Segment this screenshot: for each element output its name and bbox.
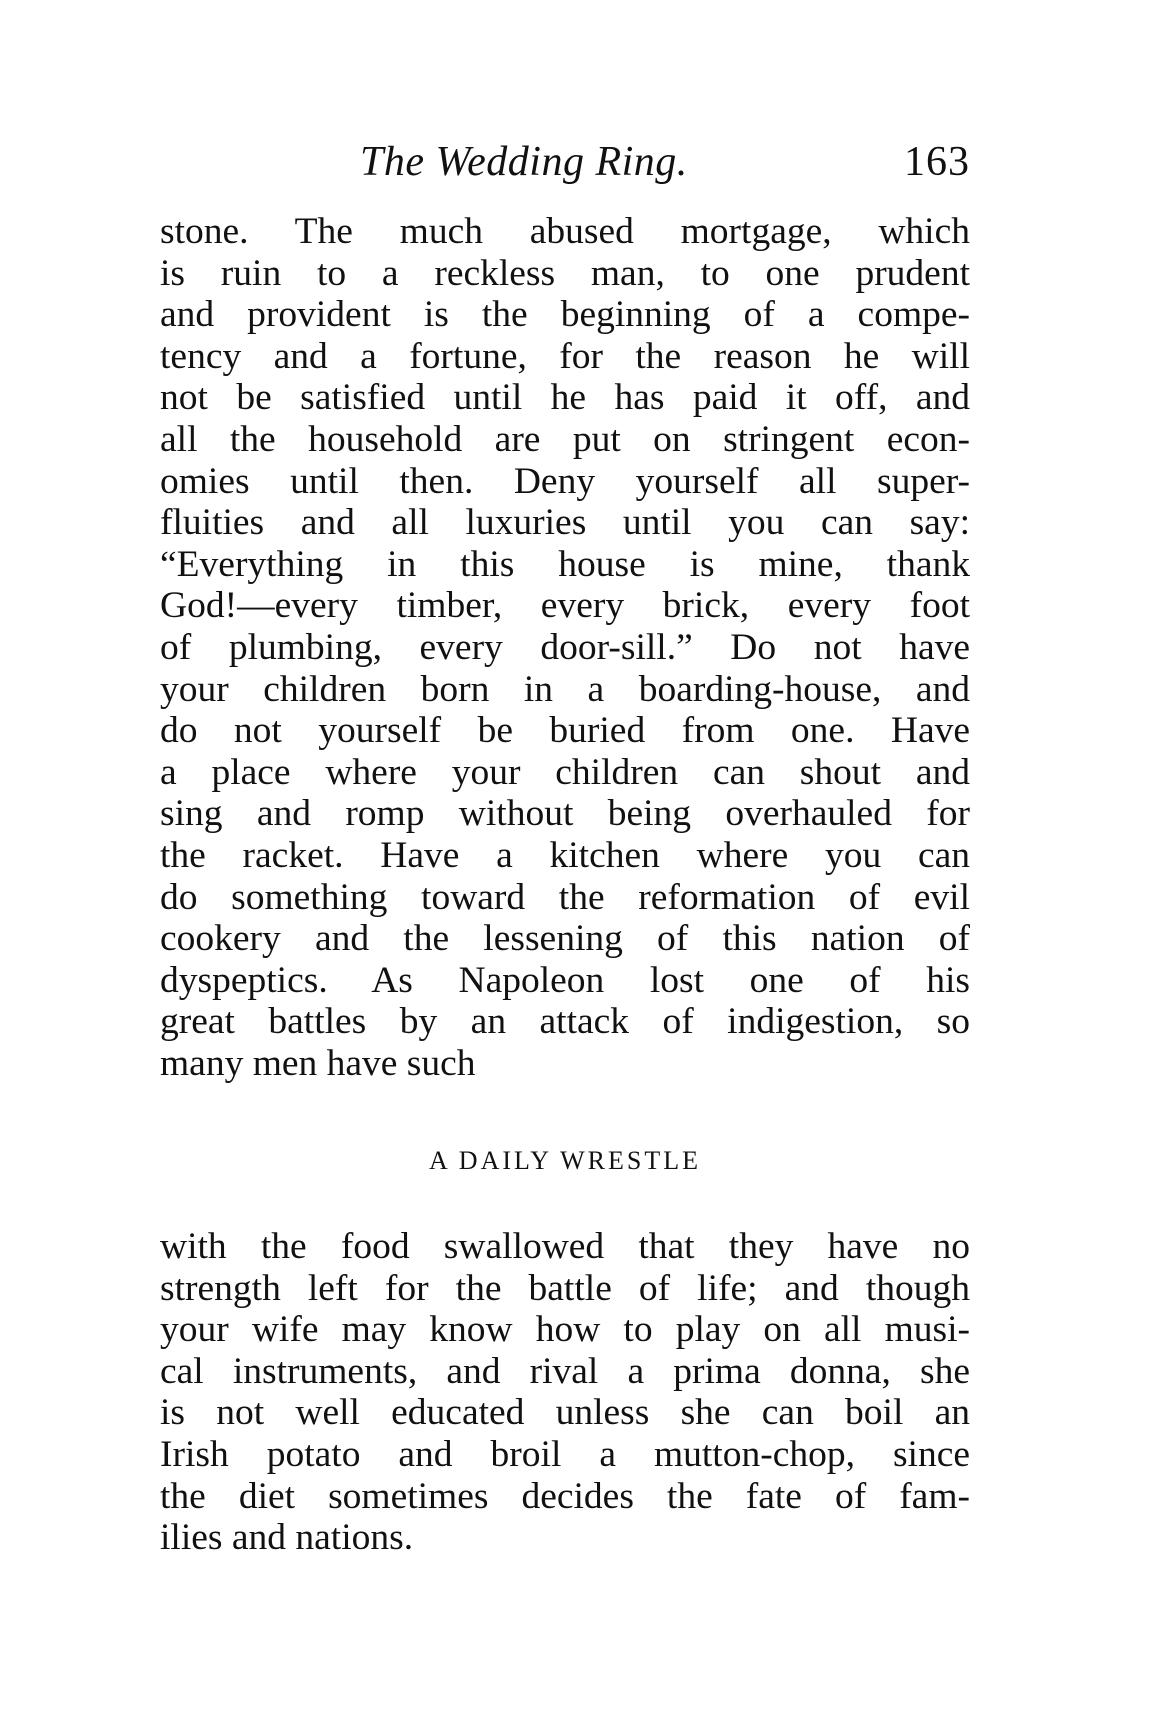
text-line: God!—every timber, every brick, every foot bbox=[160, 585, 970, 627]
text-line: not be satisfied until he has paid it off, and bbox=[160, 377, 970, 419]
text-line: with the food swallowed that they have no bbox=[160, 1226, 970, 1267]
text-line: sing and romp without being overhauled for bbox=[160, 793, 970, 835]
text-line: of plumbing, every door-sill.” Do not have bbox=[160, 626, 970, 668]
page-number: 163 bbox=[904, 139, 970, 185]
running-title: The Wedding Ring. bbox=[360, 139, 688, 185]
text-line: and provident is the beginning of a compe- bbox=[160, 294, 970, 336]
text-line: stone. The much abused mortgage, which bbox=[160, 211, 970, 252]
text-line: is ruin to a reckless man, to one prudent bbox=[160, 252, 970, 294]
text-line: many men have such bbox=[160, 1042, 476, 1084]
text-line: your children born in a boarding-house, and bbox=[160, 668, 970, 710]
text-line: Irish potato and broil a mutton-chop, since bbox=[160, 1433, 970, 1475]
text-line: omies until then. Deny yourself all super- bbox=[160, 460, 970, 502]
text-line: all the household are put on stringent econ- bbox=[160, 418, 970, 460]
text-line: your wife may know how to play on all musi- bbox=[160, 1309, 970, 1351]
text-line: do something toward the reformation of evil bbox=[160, 876, 970, 918]
text-line: “Everything in this house is mine, thank bbox=[160, 543, 970, 585]
text-line: a place where your children can shout and bbox=[160, 751, 970, 793]
text-line: do not yourself be buried from one. Have bbox=[160, 710, 970, 752]
text-line: ilies and nations. bbox=[160, 1517, 414, 1559]
text-line: great battles by an attack of indigestion, so bbox=[160, 1001, 970, 1043]
section-heading: A DAILY WRESTLE bbox=[428, 1146, 702, 1175]
text-line: the racket. Have a kitchen where you can bbox=[160, 834, 970, 876]
text-line: fluities and all luxuries until you can say: bbox=[160, 502, 970, 544]
text-line: the diet sometimes decides the fate of fam- bbox=[160, 1475, 970, 1517]
text-line: cookery and the lessening of this nation of bbox=[160, 918, 970, 960]
text-line: cal instruments, and rival a prima donna, she bbox=[160, 1350, 970, 1392]
text-line: dyspeptics. As Napoleon lost one of his bbox=[160, 959, 970, 1001]
text-line: is not well educated unless she can boil an bbox=[160, 1392, 970, 1434]
paragraph-2 bbox=[160, 1226, 970, 1559]
text-line: tency and a fortune, for the reason he will bbox=[160, 335, 970, 377]
text-line: strength left for the battle of life; and though bbox=[160, 1267, 970, 1309]
running-head bbox=[160, 138, 970, 198]
paragraph-1 bbox=[160, 211, 970, 1084]
